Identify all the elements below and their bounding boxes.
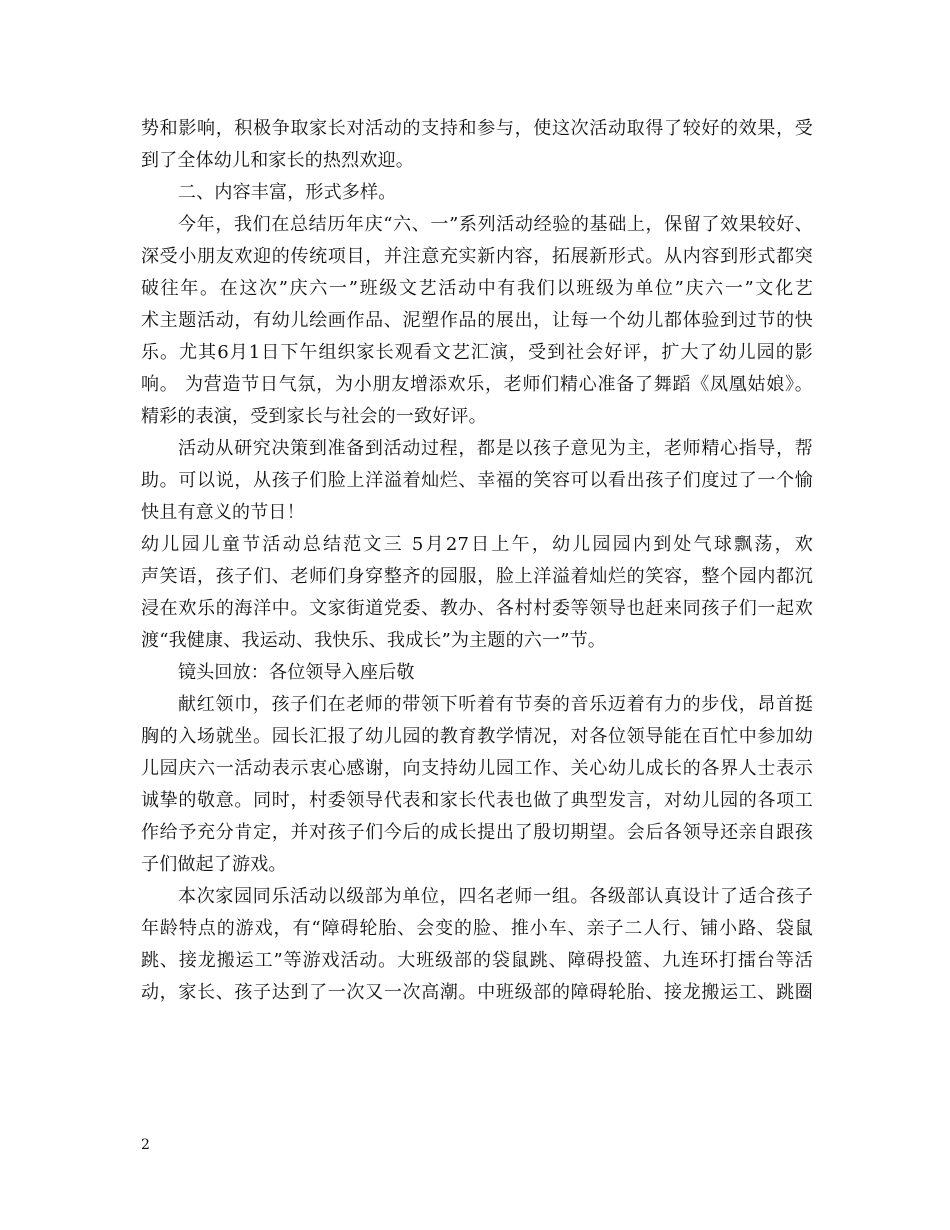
text-line: 浸在欢乐的海洋中。文家街道党委、教办、各村村委等领导也赶来同孩子们一起欢 <box>141 598 813 619</box>
text-line: 年龄特点的游戏，有“障碍轮胎、会变的脸、推小车、亲子二人行、铺小路、袋鼠 <box>141 918 813 939</box>
text-line: 献红领巾，孩子们在老师的带领下听着有节奏的音乐迈着有力的步伐，昂首挺 <box>178 694 813 715</box>
text-line: 深受小朋友欢迎的传统项目，并注意充实新内容，拓展新形式。从内容到形式都突 <box>141 246 813 267</box>
text-line: 术主题活动，有幼儿绘画作品、泥塑作品的展出，让每一个幼儿都体验到过节的快 <box>141 310 813 331</box>
text-line: 幼儿园儿童节活动总结范文三 5月27日上午，幼儿园园内到处气球飘荡，欢 <box>141 534 813 555</box>
document-body <box>141 113 813 1009</box>
text-line: 作给予充分肯定，并对孩子们今后的成长提出了殷切期望。会后各领导还亲自跟孩 <box>141 822 813 843</box>
text-line: 二、内容丰富，形式多样。 <box>178 182 397 203</box>
text-line: 乐。尤其6月1日下午组织家长观看文艺汇演，受到社会好评，扩大了幼儿园的影 <box>141 342 813 363</box>
text-line: 响。 为营造节日气氛，为小朋友增添欢乐，老师们精心准备了舞蹈《凤凰姑娘》。 <box>141 374 813 395</box>
text-line: 到了全体幼儿和家长的热烈欢迎。 <box>141 150 414 171</box>
text-line: 声笑语，孩子们、老师们身穿整齐的园服，脸上洋溢着灿烂的笑容，整个园内都沉 <box>141 566 813 587</box>
text-line: 诚挚的敬意。同时，村委领导代表和家长代表也做了典型发言，对幼儿园的各项工 <box>141 790 813 811</box>
text-line: 本次家园同乐活动以级部为单位，四名老师一组。各级部认真设计了适合孩子 <box>178 886 813 907</box>
text-line: 渡“我健康、我运动、我快乐、我成长”为主题的六一”节。 <box>141 630 607 651</box>
text-line: 精彩的表演，受到家长与社会的一致好评。 <box>141 406 487 427</box>
text-line: 跳、接龙搬运工”等游戏活动。大班级部的袋鼠跳、障碍投篮、九连环打擂台等活 <box>141 950 813 971</box>
text-line: 势和影响，积极争取家长对活动的支持和参与，使这次活动取得了较好的效果，受 <box>141 118 813 139</box>
text-line: 助。可以说，从孩子们脸上洋溢着灿烂、幸福的笑容可以看出孩子们度过了一个愉 <box>141 470 813 491</box>
text-line: 今年，我们在总结历年庆“六、一”系列活动经验的基础上，保留了效果较好、 <box>178 214 813 235</box>
page-number: 2 <box>141 1137 150 1153</box>
text-line: 破往年。在这次”庆六一”班级文艺活动中有我们以班级为单位”庆六一”文化艺 <box>141 278 813 299</box>
text-line: 儿园庆六一活动表示衷心感谢，向支持幼儿园工作、关心幼儿成长的各界人士表示 <box>141 758 813 779</box>
text-line: 胸的入场就坐。园长汇报了幼儿园的教育教学情况，对各位领导能在百忙中参加幼 <box>141 726 813 747</box>
text-line: 快且有意义的节日！ <box>141 502 305 523</box>
text-line: 子们做起了游戏。 <box>141 854 287 875</box>
text-line: 镜头回放：各位领导入座后敬 <box>178 662 415 683</box>
text-line: 活动从研究决策到准备到活动过程，都是以孩子意见为主，老师精心指导，帮 <box>178 438 813 459</box>
text-line: 动，家长、孩子达到了一次又一次高潮。中班级部的障碍轮胎、接龙搬运工、跳圈 <box>141 982 813 1003</box>
